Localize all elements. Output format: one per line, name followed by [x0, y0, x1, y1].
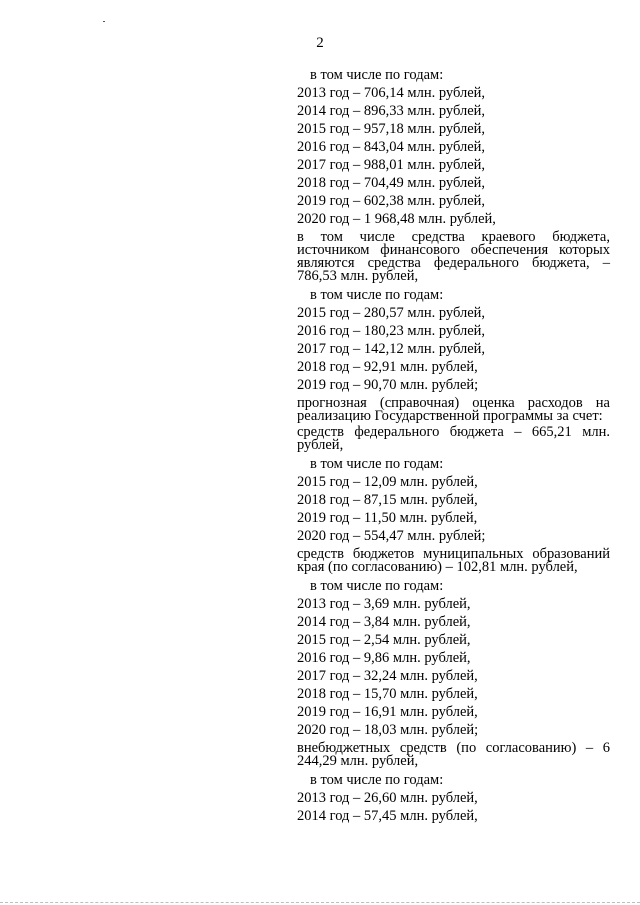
text-line: 2013 год – 26,60 млн. рублей,: [297, 790, 478, 806]
text-line: 2014 год – 896,33 млн. рублей,: [297, 103, 486, 119]
text-line: 2020 год – 554,47 млн. рублей;: [297, 528, 486, 544]
text-line: 2016 год – 180,23 млн. рублей,: [297, 323, 486, 339]
text-line: 2020 год – 1 968,48 млн. рублей,: [297, 211, 496, 227]
page-bottom-edge: [0, 902, 640, 903]
text-paragraph: внебюджетных средств (по согласованию) – 6 244,29 млн. рублей,: [297, 740, 610, 769]
text-line: в том числе по годам:: [310, 67, 444, 83]
text-line: в том числе по годам:: [310, 287, 444, 303]
text-line: 2016 год – 9,86 млн. рублей,: [297, 650, 471, 666]
text-line: 2019 год – 16,91 млн. рублей,: [297, 704, 478, 720]
text-line: 2018 год – 87,15 млн. рублей,: [297, 492, 478, 508]
text-line: 2018 год – 704,49 млн. рублей,: [297, 175, 486, 191]
text-line: 2013 год – 3,69 млн. рублей,: [297, 596, 471, 612]
text-paragraph: в том числе средства краевого бюджета, источником финансового обеспечения которых являются средства федерального бюджета, – 786,53 млн. рублей,: [297, 229, 610, 284]
text-line: в том числе по годам:: [310, 578, 444, 594]
page-number: 2: [316, 35, 324, 51]
text-line: 2019 год – 602,38 млн. рублей,: [297, 193, 486, 209]
text-paragraph: прогнозная (справочная) оценка расходов на реализацию Государственной программы за счет:: [297, 395, 610, 424]
text-line: 2015 год – 12,09 млн. рублей,: [297, 474, 478, 490]
text-line: 2017 год – 32,24 млн. рублей,: [297, 668, 478, 684]
text-line: в том числе по годам:: [310, 772, 444, 788]
text-line: 2016 год – 843,04 млн. рублей,: [297, 139, 486, 155]
text-line: 2017 год – 988,01 млн. рублей,: [297, 157, 486, 173]
text-line: 2017 год – 142,12 млн. рублей,: [297, 341, 486, 357]
scan-speck: [103, 21, 105, 22]
document-body: [297, 66, 610, 825]
text-line: 2015 год – 2,54 млн. рублей,: [297, 632, 471, 648]
text-line: 2014 год – 57,45 млн. рублей,: [297, 808, 478, 824]
text-line: 2019 год – 11,50 млн. рублей,: [297, 510, 478, 526]
text-line: 2018 год – 15,70 млн. рублей,: [297, 686, 478, 702]
text-line: 2020 год – 18,03 млн. рублей;: [297, 722, 479, 738]
text-line: 2018 год – 92,91 млн. рублей,: [297, 359, 478, 375]
text-line: 2015 год – 280,57 млн. рублей,: [297, 305, 486, 321]
text-line: в том числе по годам:: [310, 456, 444, 472]
text-line: 2019 год – 90,70 млн. рублей;: [297, 377, 479, 393]
text-paragraph: средств бюджетов муниципальных образований края (по согласованию) – 102,81 млн. рублей,: [297, 546, 610, 575]
text-line: 2014 год – 3,84 млн. рублей,: [297, 614, 471, 630]
text-line: 2013 год – 706,14 млн. рублей,: [297, 85, 486, 101]
text-line: 2015 год – 957,18 млн. рублей,: [297, 121, 486, 137]
text-paragraph: средств федерального бюджета – 665,21 млн. рублей,: [297, 424, 610, 453]
